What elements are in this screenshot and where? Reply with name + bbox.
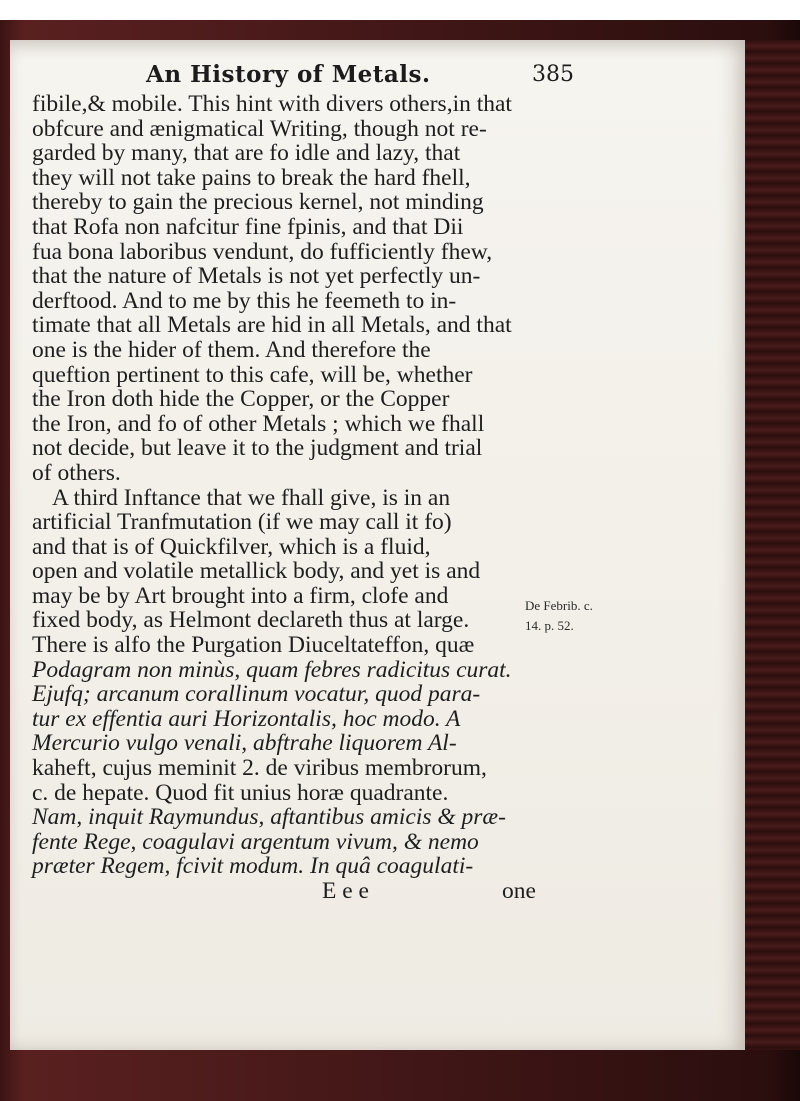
text-line: the Iron doth hide the Copper, or the Copper [32, 386, 450, 413]
text-line: one is the hider of them. And therefore the [32, 336, 431, 363]
text-line: fente Rege, coagulavi argentum vivum, & nemo [32, 828, 479, 855]
text-line: they will not take pains to break the hard fhell, [32, 164, 471, 191]
text-line: kaheft, cujus meminit 2. de viribus membrorum, [32, 755, 487, 782]
text-line: fixed body, as Helmont declareth thus at large. [32, 607, 470, 634]
catchword: one [502, 878, 536, 904]
binding-edge [745, 40, 800, 1050]
text-line: fua bona laboribus vendunt, do fufficiently fhew, [32, 238, 493, 265]
margin-note-line: 14. p. 52. [525, 618, 574, 633]
text-line: not decide, but leave it to the judgment and trial [32, 435, 483, 462]
body-text [32, 91, 536, 904]
text-line: c. de hepate. Quod fit unius horæ quadrante. [32, 779, 449, 806]
margin-note-line: De Febrib. c. [525, 598, 593, 613]
text-line: obfcure and ænigmatical Writing, though not re- [32, 115, 487, 142]
text-line: Mercurio vulgo venali, abftrahe liquorem Al- [32, 730, 457, 757]
text-line: Nam, inquit Raymundus, aftantibus amicis & præ- [32, 804, 506, 831]
text-line: the Iron, and fo of other Metals ; which we fhall [32, 410, 485, 437]
margin-note [525, 596, 593, 636]
text-line: queftion pertinent to this cafe, will be, whether [32, 361, 473, 388]
text-line: and that is of Quickfilver, which is a fluid, [32, 533, 431, 560]
running-title: An History of Metals. [146, 61, 431, 88]
page-number: 385 [532, 62, 574, 87]
text-line: A third Inftance that we fhall give, is in an [52, 484, 451, 511]
signature-mark: E e e [322, 878, 369, 904]
text-line: fibile,& mobile. This hint with divers others,in that [32, 91, 512, 117]
text-line: præter Regem, fcivit modum. In quâ coagulati- [32, 853, 474, 880]
text-line: garded by many, that are fo idle and lazy, that [32, 140, 461, 167]
text-line: open and volatile metallick body, and yet is and [32, 558, 481, 585]
signature-line [32, 878, 536, 904]
text-line: tur ex effentia auri Horizontalis, hoc modo. A [32, 705, 461, 732]
text-line: thereby to gain the precious kernel, not minding [32, 189, 484, 216]
text-line: Podagram non minùs, quam febres radicitus curat. [32, 656, 512, 683]
text-line: may be by Art brought into a firm, clofe and [32, 582, 449, 609]
text-line: of others. [32, 459, 121, 486]
text-line: timate that all Metals are hid in all Metals, and that [32, 312, 512, 339]
text-line: that Rofa non nafcitur fine fpinis, and that Dii [32, 213, 464, 240]
text-line: artificial Tranfmutation (if we may call it fo) [32, 509, 452, 536]
text-line: derftood. And to me by this he feemeth to in- [32, 287, 457, 314]
text-line: that the nature of Metals is not yet perfectly un- [32, 263, 481, 290]
text-line: There is alfo the Purgation Diuceltateffon, quæ [32, 632, 475, 659]
text-line: Ejufq; arcanum corallinum vocatur, quod para- [32, 681, 481, 708]
